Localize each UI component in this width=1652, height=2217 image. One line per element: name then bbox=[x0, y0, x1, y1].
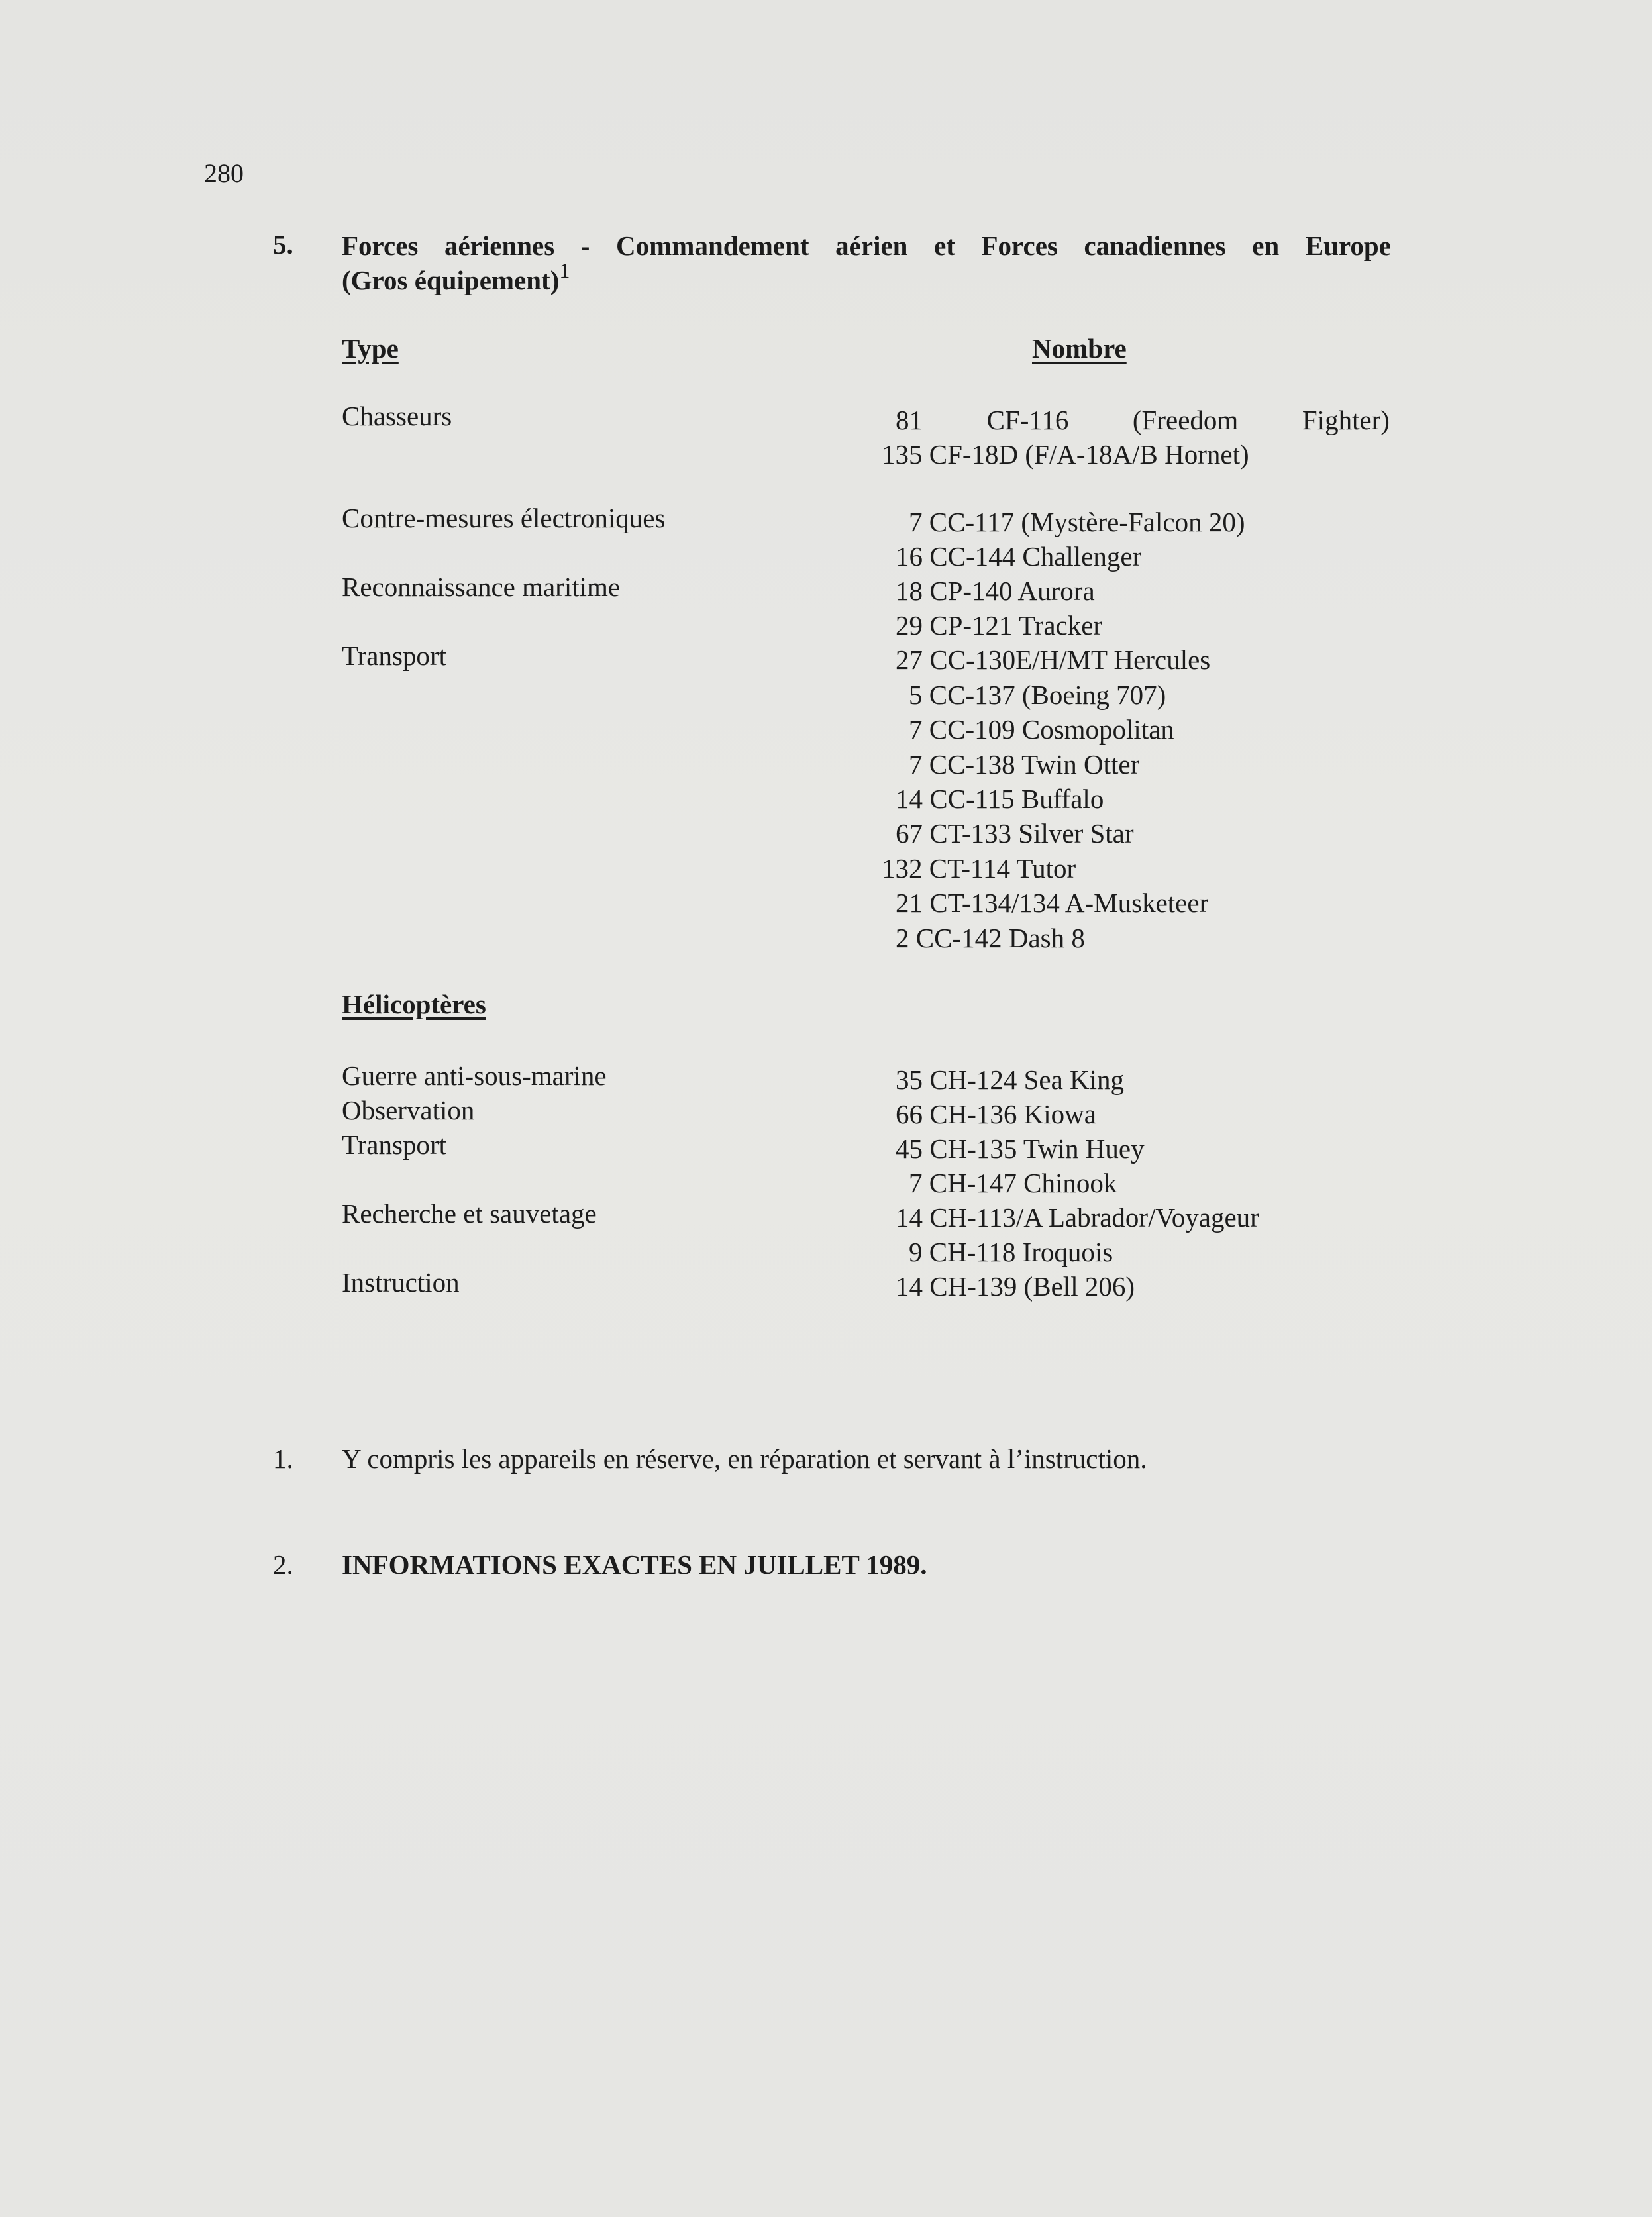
helicopter-row: 7 CH-147 Chinook bbox=[909, 1168, 1117, 1198]
aircraft-row: 7 CC-109 Cosmopolitan bbox=[909, 714, 1174, 745]
section-title-line1 bbox=[342, 229, 1391, 263]
title-word: Forces bbox=[981, 231, 1058, 261]
aircraft-row: 29 CP-121 Tracker bbox=[896, 610, 1103, 641]
footnote-number: 2. bbox=[273, 1549, 293, 1580]
category-transport-helico: Transport bbox=[342, 1129, 446, 1160]
aircraft-row: 18 CP-140 Aurora bbox=[896, 576, 1095, 606]
type-column-header: Type bbox=[342, 333, 399, 364]
row-word: (Freedom bbox=[1132, 405, 1239, 435]
aircraft-row: 67 CT-133 Silver Star bbox=[896, 818, 1134, 849]
title-word: Europe bbox=[1305, 231, 1391, 261]
footnote-ref: 1 bbox=[559, 258, 570, 282]
category-instruction: Instruction bbox=[342, 1267, 460, 1298]
aircraft-row: 135 CF-18D (F/A-18A/B Hornet) bbox=[882, 439, 1249, 470]
category-transport: Transport bbox=[342, 641, 446, 671]
footnote-text: INFORMATIONS EXACTES EN JUILLET 1989. bbox=[342, 1549, 927, 1580]
title-word: canadiennes bbox=[1084, 231, 1226, 261]
title-word: aériennes bbox=[444, 231, 555, 261]
helicopter-row: 66 CH-136 Kiowa bbox=[896, 1099, 1096, 1129]
row-word: Fighter) bbox=[1302, 405, 1390, 435]
aircraft-row: 7 CC-117 (Mystère-Falcon 20) bbox=[909, 507, 1245, 537]
aircraft-row-first bbox=[896, 404, 1390, 436]
footnote-text: Y compris les appareils en réserve, en réparation et servant à l’instruction. bbox=[342, 1443, 1147, 1474]
title-word: et bbox=[934, 231, 955, 261]
aircraft-row: 5 CC-137 (Boeing 707) bbox=[909, 680, 1166, 710]
aircraft-row: 132 CT-114 Tutor bbox=[882, 853, 1076, 884]
aircraft-row: 16 CC-144 Challenger bbox=[896, 541, 1142, 572]
footnote-number: 1. bbox=[273, 1443, 293, 1474]
category-observation: Observation bbox=[342, 1095, 475, 1125]
category-reconnaissance: Reconnaissance maritime bbox=[342, 572, 621, 602]
helicopter-row: 35 CH-124 Sea King bbox=[896, 1064, 1125, 1095]
helicopters-header: Hélicoptères bbox=[342, 989, 486, 1019]
helicopter-row: 14 CH-113/A Labrador/Voyageur bbox=[896, 1202, 1259, 1233]
title-word: en bbox=[1252, 231, 1280, 261]
category-chasseurs: Chasseurs bbox=[342, 401, 452, 431]
row-word: 81 bbox=[896, 405, 923, 435]
section-title-line2 bbox=[342, 258, 1391, 297]
section-title bbox=[342, 229, 1391, 297]
section-subtitle: (Gros équipement) bbox=[342, 265, 560, 295]
title-word: Commandement bbox=[616, 231, 809, 261]
helicopter-row: 14 CH-139 (Bell 206) bbox=[896, 1271, 1135, 1302]
title-word: Forces bbox=[342, 231, 419, 261]
aircraft-row: 14 CC-115 Buffalo bbox=[896, 784, 1104, 814]
helicopter-row: 45 CH-135 Twin Huey bbox=[896, 1133, 1145, 1164]
helicopter-row: 9 CH-118 Iroquois bbox=[909, 1237, 1113, 1267]
category-recherche-sauvetage: Recherche et sauvetage bbox=[342, 1198, 597, 1229]
category-contre-mesures: Contre-mesures électroniques bbox=[342, 503, 666, 533]
aircraft-row: 27 CC-130E/H/MT Hercules bbox=[896, 644, 1211, 675]
section-number: 5. bbox=[273, 229, 293, 260]
aircraft-row: 21 CT-134/134 A-Musketeer bbox=[896, 888, 1209, 918]
page-number: 280 bbox=[204, 158, 244, 188]
nombre-column-header: Nombre bbox=[1032, 333, 1127, 364]
category-guerre-anti-sous-marine: Guerre anti-sous-marine bbox=[342, 1060, 607, 1091]
row-word: CF-116 bbox=[986, 405, 1069, 435]
aircraft-row: 2 CC-142 Dash 8 bbox=[896, 923, 1085, 953]
aircraft-row: 7 CC-138 Twin Otter bbox=[909, 749, 1140, 780]
title-word: aérien bbox=[835, 231, 908, 261]
title-word: - bbox=[580, 231, 590, 261]
